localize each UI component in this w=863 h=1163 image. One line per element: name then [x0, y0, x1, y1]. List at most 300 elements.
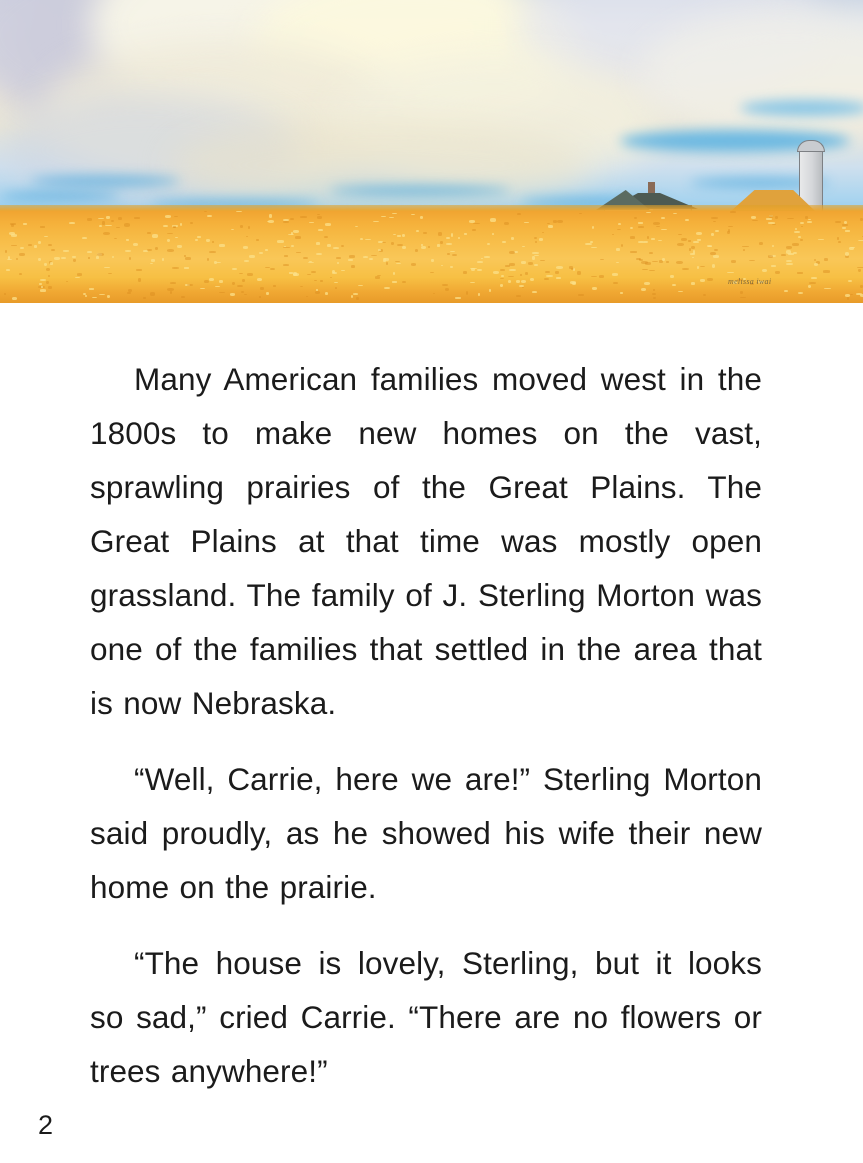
- field-texture: [490, 218, 496, 222]
- field-texture: [653, 222, 660, 225]
- field-texture: [677, 243, 684, 246]
- field-texture: [335, 287, 338, 289]
- field-texture: [277, 240, 284, 243]
- field-texture: [363, 256, 369, 258]
- field-texture: [124, 223, 131, 226]
- field-texture: [28, 244, 32, 246]
- field-texture: [534, 255, 539, 256]
- field-texture: [591, 247, 597, 249]
- field-texture: [288, 234, 294, 235]
- field-texture: [51, 249, 56, 252]
- field-texture: [396, 263, 401, 264]
- field-texture: [402, 234, 405, 237]
- field-texture: [712, 264, 716, 267]
- field-texture: [150, 292, 155, 295]
- field-texture: [351, 265, 355, 268]
- field-texture: [787, 218, 794, 219]
- sky-streak: [0, 192, 120, 200]
- field-texture: [641, 288, 646, 291]
- field-texture: [44, 236, 48, 237]
- cloud-shape: [170, 120, 590, 210]
- field-texture: [572, 282, 576, 285]
- field-texture: [402, 281, 407, 284]
- field-texture: [727, 272, 734, 274]
- field-texture: [845, 252, 850, 255]
- field-texture: [40, 289, 46, 291]
- field-texture: [393, 272, 395, 275]
- field-texture: [215, 286, 220, 288]
- field-texture: [786, 263, 793, 265]
- field-texture: [300, 216, 307, 218]
- field-texture: [858, 240, 863, 242]
- field-texture: [107, 295, 110, 298]
- field-texture: [315, 291, 321, 294]
- field-texture: [293, 273, 299, 276]
- field-texture: [20, 247, 24, 249]
- field-texture: [638, 226, 643, 228]
- field-texture: [808, 285, 811, 288]
- field-texture: [126, 239, 129, 240]
- field-texture: [501, 275, 504, 277]
- field-texture: [579, 213, 582, 215]
- field-texture: [378, 249, 381, 251]
- field-texture: [818, 239, 824, 240]
- field-texture: [800, 222, 805, 224]
- field-texture: [573, 268, 576, 271]
- field-texture: [73, 259, 76, 262]
- field-texture: [204, 211, 207, 212]
- field-texture: [682, 268, 689, 270]
- field-texture: [127, 292, 131, 294]
- field-texture: [353, 293, 359, 295]
- field-texture: [12, 297, 17, 300]
- field-texture: [360, 238, 364, 240]
- field-texture: [798, 292, 804, 294]
- field-texture: [569, 266, 573, 269]
- field-texture: [87, 251, 92, 253]
- field-texture: [556, 266, 563, 269]
- field-texture: [423, 232, 427, 234]
- field-texture: [296, 252, 301, 253]
- field-texture: [616, 262, 619, 264]
- field-texture: [46, 268, 50, 271]
- field-texture: [743, 249, 745, 251]
- field-texture: [540, 260, 545, 262]
- field-texture: [395, 261, 399, 262]
- field-texture: [842, 227, 847, 229]
- field-texture: [553, 220, 558, 222]
- field-texture: [96, 256, 99, 258]
- field-texture: [766, 218, 772, 220]
- field-texture: [291, 245, 295, 247]
- field-texture: [219, 280, 223, 283]
- field-texture: [99, 294, 105, 295]
- field-texture: [97, 253, 104, 256]
- field-texture: [477, 261, 483, 263]
- field-texture: [807, 221, 813, 223]
- field-texture: [48, 244, 52, 246]
- field-texture: [39, 283, 43, 285]
- field-texture: [676, 261, 683, 264]
- field-texture: [493, 271, 499, 274]
- field-texture: [259, 252, 263, 254]
- field-texture: [630, 227, 634, 230]
- field-texture: [440, 241, 443, 243]
- field-texture: [207, 215, 212, 218]
- field-texture: [209, 251, 216, 253]
- field-texture: [652, 293, 657, 295]
- field-texture: [190, 222, 193, 224]
- field-texture: [143, 297, 146, 299]
- field-texture: [11, 224, 14, 227]
- field-texture: [104, 267, 110, 269]
- field-texture: [707, 245, 712, 247]
- field-texture: [547, 223, 550, 224]
- field-texture: [8, 256, 10, 259]
- field-texture: [525, 272, 528, 274]
- field-texture: [713, 221, 716, 223]
- field-texture: [162, 258, 164, 261]
- field-texture: [129, 257, 132, 260]
- field-texture: [645, 262, 652, 265]
- field-texture: [794, 231, 800, 233]
- field-texture: [306, 296, 308, 298]
- field-texture: [175, 237, 178, 239]
- field-texture: [713, 255, 720, 258]
- field-texture: [204, 280, 209, 283]
- field-texture: [592, 226, 594, 229]
- field-texture: [69, 222, 75, 224]
- field-texture: [92, 297, 97, 299]
- field-texture: [85, 295, 87, 297]
- field-texture: [421, 244, 424, 245]
- field-texture: [646, 212, 651, 213]
- field-texture: [638, 222, 644, 223]
- field-texture: [678, 234, 683, 235]
- field-texture: [295, 236, 301, 239]
- field-texture: [835, 221, 840, 223]
- field-texture: [509, 251, 515, 254]
- field-texture: [696, 232, 702, 235]
- field-texture: [509, 263, 515, 266]
- field-texture: [522, 246, 525, 248]
- field-texture: [858, 269, 861, 272]
- field-texture: [545, 271, 550, 274]
- field-texture: [437, 244, 440, 246]
- field-texture: [206, 239, 210, 242]
- field-texture: [324, 236, 329, 239]
- field-texture: [386, 262, 388, 264]
- field-texture: [167, 239, 170, 242]
- field-texture: [371, 255, 377, 256]
- field-texture: [105, 225, 112, 227]
- field-texture: [775, 216, 778, 219]
- field-texture: [247, 273, 253, 276]
- field-texture: [544, 278, 549, 281]
- field-texture: [792, 243, 799, 246]
- field-texture: [850, 294, 853, 296]
- field-texture: [801, 226, 804, 227]
- field-texture: [707, 278, 713, 281]
- field-texture: [520, 274, 522, 276]
- field-texture: [693, 250, 695, 253]
- field-texture: [492, 233, 494, 235]
- field-texture: [75, 277, 81, 279]
- field-texture: [661, 217, 666, 219]
- field-texture: [375, 276, 381, 278]
- field-texture: [470, 268, 477, 269]
- field-texture: [240, 225, 243, 228]
- field-texture: [446, 237, 450, 239]
- field-texture: [786, 250, 791, 253]
- field-texture: [473, 223, 480, 224]
- field-texture: [484, 256, 490, 258]
- field-texture: [845, 230, 850, 231]
- field-texture: [621, 244, 623, 247]
- field-texture: [556, 277, 560, 279]
- field-texture: [616, 248, 620, 251]
- field-texture: [150, 263, 153, 264]
- field-texture: [534, 264, 538, 267]
- field-texture: [284, 255, 288, 257]
- field-texture: [98, 218, 105, 220]
- field-texture: [711, 217, 718, 219]
- field-texture: [652, 261, 659, 262]
- field-texture: [230, 293, 235, 296]
- field-texture: [259, 296, 261, 298]
- field-texture: [837, 237, 839, 239]
- field-texture: [509, 269, 516, 272]
- field-texture: [809, 282, 816, 284]
- field-texture: [48, 275, 50, 278]
- field-texture: [134, 217, 141, 219]
- field-texture: [433, 293, 436, 294]
- field-texture: [311, 271, 316, 273]
- field-texture: [447, 253, 449, 255]
- artist-signature: melissa iwai: [728, 277, 772, 286]
- field-texture: [856, 293, 862, 295]
- field-texture: [185, 257, 190, 260]
- field-texture: [61, 257, 66, 259]
- field-texture: [89, 288, 95, 289]
- field-texture: [170, 291, 172, 294]
- field-texture: [860, 218, 863, 221]
- field-texture: [248, 226, 251, 229]
- field-texture: [392, 213, 397, 214]
- field-texture: [83, 293, 86, 295]
- field-texture: [599, 275, 604, 278]
- field-texture: [421, 246, 426, 249]
- field-texture: [355, 226, 358, 227]
- field-texture: [472, 229, 476, 231]
- field-texture: [644, 282, 650, 285]
- field-texture: [842, 224, 848, 226]
- field-texture: [630, 251, 636, 253]
- field-texture: [857, 267, 863, 269]
- page-number: 2: [38, 1110, 54, 1140]
- field-texture: [172, 267, 178, 269]
- field-texture: [860, 285, 863, 288]
- field-texture: [685, 219, 689, 222]
- field-texture: [692, 257, 694, 259]
- field-texture: [441, 265, 443, 266]
- field-texture: [268, 220, 274, 223]
- field-texture: [786, 246, 792, 249]
- field-texture: [749, 260, 756, 261]
- field-texture: [517, 213, 521, 215]
- field-texture: [38, 258, 41, 261]
- field-texture: [147, 232, 152, 234]
- field-texture: [678, 291, 683, 292]
- field-texture: [219, 244, 224, 247]
- field-texture: [805, 216, 808, 219]
- field-texture: [77, 273, 83, 275]
- field-texture: [348, 259, 354, 261]
- field-texture: [442, 284, 448, 286]
- field-texture: [289, 272, 293, 273]
- field-texture: [38, 241, 41, 244]
- field-texture: [333, 247, 340, 249]
- field-texture: [307, 274, 312, 275]
- field-texture: [167, 249, 174, 252]
- field-texture: [772, 224, 776, 225]
- field-texture: [384, 287, 390, 290]
- field-texture: [653, 297, 657, 300]
- field-texture: [532, 252, 539, 254]
- field-texture: [759, 242, 763, 245]
- field-texture: [242, 279, 245, 283]
- field-texture: [808, 219, 811, 221]
- field-texture: [349, 255, 355, 258]
- field-texture: [303, 257, 308, 260]
- field-texture: [500, 284, 503, 287]
- field-texture: [613, 282, 618, 285]
- field-texture: [373, 221, 380, 223]
- field-texture: [108, 273, 112, 275]
- field-texture: [824, 288, 831, 289]
- field-texture: [728, 226, 733, 227]
- field-texture: [768, 255, 774, 258]
- field-texture: [6, 269, 10, 271]
- field-texture: [102, 221, 105, 225]
- field-texture: [656, 226, 660, 228]
- field-texture: [197, 236, 201, 238]
- field-texture: [438, 232, 442, 236]
- field-texture: [752, 220, 757, 222]
- field-texture: [180, 223, 182, 226]
- field-texture: [762, 269, 767, 272]
- field-texture: [478, 293, 480, 296]
- field-texture: [666, 261, 669, 263]
- field-texture: [391, 242, 394, 245]
- field-texture: [838, 241, 841, 243]
- field-texture: [814, 263, 819, 266]
- field-texture: [811, 277, 816, 279]
- field-texture: [88, 257, 90, 259]
- field-texture: [500, 269, 505, 271]
- field-texture: [715, 230, 719, 232]
- field-texture: [269, 214, 272, 217]
- field-texture: [420, 216, 423, 219]
- field-texture: [534, 237, 537, 239]
- field-texture: [711, 233, 714, 236]
- field-texture: [337, 262, 339, 265]
- field-texture: [327, 244, 331, 247]
- field-texture: [133, 243, 138, 246]
- sky-streak: [30, 176, 180, 186]
- field-texture: [46, 281, 49, 284]
- field-texture: [651, 238, 655, 240]
- field-texture: [16, 258, 18, 260]
- field-texture: [151, 259, 155, 261]
- field-texture: [740, 297, 746, 298]
- field-texture: [850, 247, 855, 248]
- field-texture: [428, 246, 430, 249]
- field-texture: [772, 245, 774, 247]
- field-texture: [393, 234, 396, 235]
- field-texture: [369, 258, 374, 260]
- field-texture: [450, 251, 455, 252]
- field-texture: [524, 222, 529, 223]
- field-texture: [530, 278, 534, 281]
- field-texture: [330, 277, 333, 279]
- field-texture: [34, 245, 37, 248]
- field-texture: [283, 221, 289, 223]
- field-texture: [585, 243, 592, 246]
- field-texture: [546, 275, 553, 277]
- field-texture: [502, 241, 506, 243]
- field-texture: [658, 240, 661, 242]
- field-texture: [163, 225, 168, 228]
- field-texture: [147, 249, 152, 251]
- field-texture: [516, 280, 520, 283]
- field-texture: [618, 223, 621, 225]
- field-texture: [672, 284, 676, 287]
- field-texture: [446, 243, 452, 245]
- field-texture: [50, 262, 53, 264]
- prairie-field: [0, 211, 863, 303]
- field-texture: [10, 223, 15, 225]
- field-texture: [44, 263, 47, 266]
- prairie-illustration: [0, 0, 863, 303]
- field-texture: [487, 243, 490, 245]
- field-texture: [167, 233, 173, 234]
- field-texture: [341, 245, 344, 247]
- field-texture: [187, 284, 193, 286]
- field-texture: [99, 225, 103, 227]
- field-texture: [634, 217, 637, 219]
- field-texture: [103, 232, 110, 236]
- field-texture: [848, 280, 852, 282]
- field-texture: [539, 238, 544, 241]
- field-texture: [612, 273, 619, 276]
- field-texture: [260, 287, 264, 290]
- field-texture: [207, 258, 209, 261]
- field-texture: [4, 293, 7, 295]
- field-texture: [416, 230, 419, 232]
- field-texture: [356, 297, 359, 300]
- field-texture: [317, 216, 322, 219]
- field-texture: [63, 250, 69, 252]
- field-texture: [464, 233, 467, 234]
- field-texture: [273, 285, 275, 287]
- field-texture: [455, 297, 461, 299]
- field-texture: [165, 215, 172, 218]
- field-texture: [415, 249, 418, 252]
- field-texture: [246, 236, 249, 237]
- field-texture: [72, 256, 76, 258]
- field-texture: [106, 216, 109, 219]
